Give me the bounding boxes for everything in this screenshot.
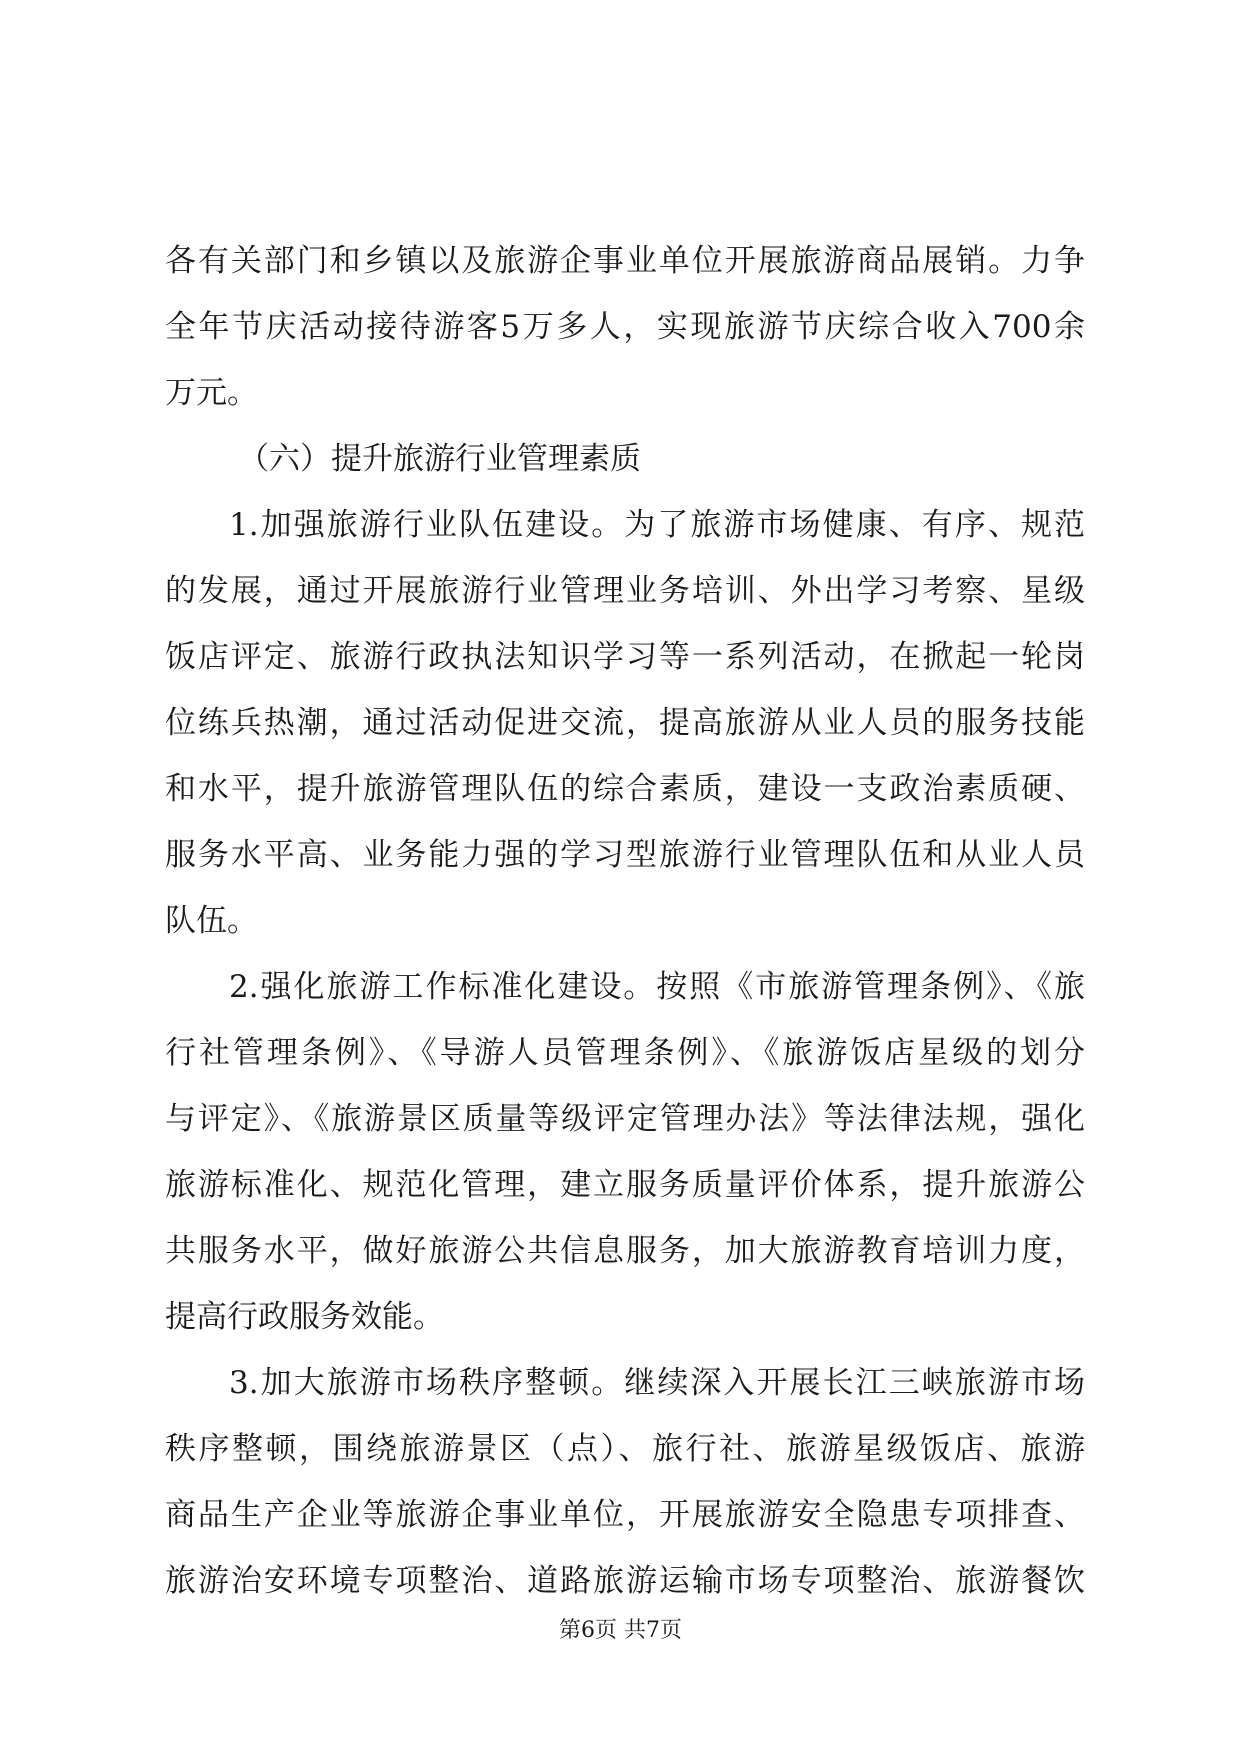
paragraph-line: 饭店评定、旅游行政执法知识学习等一系列活动，在掀起一轮岗	[165, 639, 1085, 675]
paragraph-line: 位练兵热潮，通过活动促进交流，提高旅游从业人员的服务技能	[165, 705, 1085, 741]
paragraph-line: 与评定》、《旅游景区质量等级评定管理办法》等法律法规，强化	[165, 1101, 1085, 1137]
paragraph-line: 全年节庆活动接待游客5万多人，实现旅游节庆综合收入700余	[165, 309, 1085, 345]
section-heading: （六）提升旅游行业管理素质	[238, 441, 641, 477]
paragraph-line: 队伍。	[165, 903, 258, 939]
paragraph-line: 服务水平高、业务能力强的学习型旅游行业管理队伍和从业人员	[165, 837, 1085, 873]
paragraph-line: 2.强化旅游工作标准化建设。按照《市旅游管理条例》、《旅	[229, 969, 1085, 1005]
paragraph-line: 商品生产企业等旅游企事业单位，开展旅游安全隐患专项排查、	[165, 1497, 1085, 1533]
paragraph-line: 旅游治安环境专项整治、道路旅游运输市场专项整治、旅游餐饮	[165, 1563, 1085, 1599]
paragraph-line: 各有关部门和乡镇以及旅游企事业单位开展旅游商品展销。力争	[165, 243, 1085, 279]
paragraph-line: 共服务水平，做好旅游公共信息服务，加大旅游教育培训力度，	[165, 1233, 1085, 1269]
page-footer: 第6页 共7页	[559, 1618, 682, 1643]
paragraph-line: 旅游标准化、规范化管理，建立服务质量评价体系，提升旅游公	[165, 1167, 1085, 1203]
document-body	[165, 228, 1085, 1614]
paragraph-line: 和水平，提升旅游管理队伍的综合素质，建设一支政治素质硬、	[165, 771, 1085, 807]
paragraph-line: 提高行政服务效能。	[165, 1299, 444, 1335]
paragraph-line: 1.加强旅游行业队伍建设。为了旅游市场健康、有序、规范	[229, 507, 1085, 543]
paragraph-line: 的发展，通过开展旅游行业管理业务培训、外出学习考察、星级	[165, 573, 1085, 609]
paragraph-line: 3.加大旅游市场秩序整顿。继续深入开展长江三峡旅游市场	[229, 1365, 1085, 1401]
paragraph-line: 行社管理条例》、《导游人员管理条例》、《旅游饭店星级的划分	[165, 1035, 1085, 1071]
paragraph-line: 万元。	[165, 375, 258, 411]
paragraph-line: 秩序整顿，围绕旅游景区（点）、旅行社、旅游星级饭店、旅游	[165, 1431, 1085, 1467]
